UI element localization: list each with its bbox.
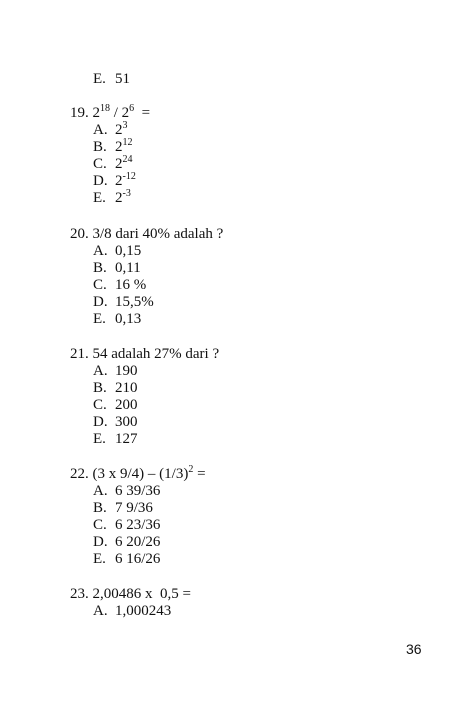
question-21-option-b: B. 210 — [93, 380, 138, 396]
question-21-option-e: E. 127 — [93, 431, 138, 447]
question-20: 20. 3/8 dari 40% adalah ? — [70, 226, 224, 242]
question-22-option-e: E. 6 16/26 — [93, 551, 161, 567]
page-number: 36 — [406, 641, 422, 657]
question-19-option-b: B. $2^{12}$ — [93, 137, 133, 155]
question-21-option-c: C. 200 — [93, 397, 138, 413]
question-19-option-a: A. $2^3$ — [93, 120, 128, 138]
question-22-option-a: A. 6 39/36 — [93, 483, 161, 499]
question-20-option-a: A. 0,15 — [93, 243, 142, 259]
question-20-option-c: C. 16 % — [93, 277, 147, 293]
question-21: 21. 54 adalah 27% dari ? — [70, 346, 220, 362]
question-22-option-d: D. 6 20/26 — [93, 534, 161, 550]
option-e-prev: E. 51 — [93, 71, 130, 87]
question-23-option-a: A. 1,000243 — [93, 603, 172, 619]
question-23: 23. 2,00486 x 0,5 = — [70, 586, 191, 602]
question-22-option-c: C. 6 23/36 — [93, 517, 161, 533]
question-22-option-b: B. 7 9/36 — [93, 500, 153, 516]
question-20-option-e: E. 0,13 — [93, 311, 142, 327]
question-20-option-d: D. 15,5% — [93, 294, 154, 310]
question-19-option-c: C. $2^{24}$ — [93, 154, 133, 172]
question-19-option-e: E. $2^{-3}$ — [93, 188, 131, 206]
question-19-option-d: D. $2^{-12}$ — [93, 171, 136, 189]
question-22: 22. (3 x $9/4) - (1/3)^2$ = — [70, 464, 206, 482]
question-19: 19. $2^{18} / 2^6$ = — [70, 103, 151, 121]
question-21-option-a: A. 190 — [93, 363, 138, 379]
question-21-option-d: D. 300 — [93, 414, 138, 430]
question-20-option-b: B. 0,11 — [93, 260, 141, 276]
